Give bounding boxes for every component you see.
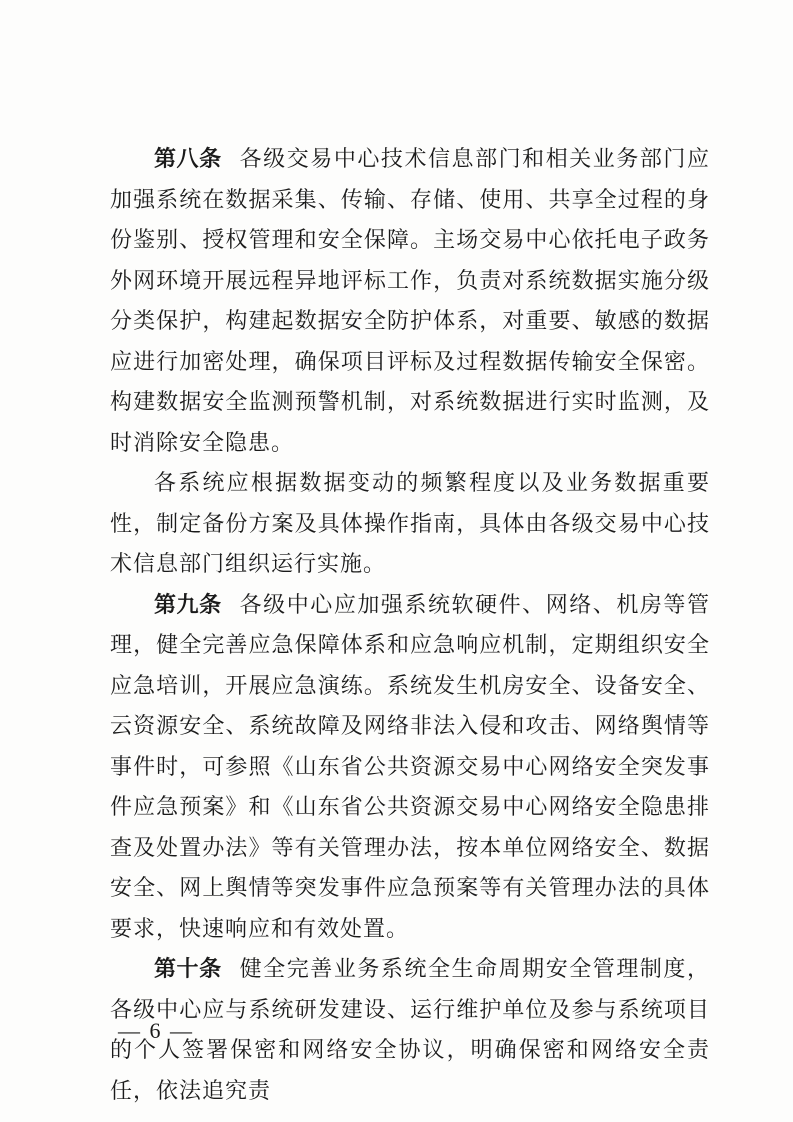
backup-text: 各系统应根据数据变动的频繁程度以及业务数据重要性，制定备份方案及具体操作指南，具体由各级交易中心技术信息部门组织运行实施。	[110, 471, 710, 577]
article-10-paragraph	[110, 950, 710, 1112]
article-8-paragraph	[110, 140, 710, 464]
backup-paragraph	[110, 464, 710, 586]
article-8-heading: 第八条	[154, 147, 222, 172]
article-9-text: 各级中心应加强系统软硬件、网络、机房等管理，健全完善应急保障体系和应急响应机制，定期组织安全应急培训，开展应急演练。系统发生机房安全、设备安全、云资源安全、系统故障及网络非法入侵和攻击、网络舆情等事件时，可参照《山东省公共资源交易中心网络安全突发事件应急预案》和《山东省公共资源交易中心网络安全隐患排查及处置办法》等有关管理办法，按本单位网络安全、数据安全、网上舆情等突发事件应急预案等有关管理办法的具体要求，快速响应和有效处置。	[110, 592, 710, 942]
document-body	[110, 140, 710, 1112]
article-8-text: 各级交易中心技术信息部门和相关业务部门应加强系统在数据采集、传输、存储、使用、共享全过程的身份鉴别、授权管理和安全保障。主场交易中心依托电子政务外网环境开展远程异地评标工作，负责对系统数据实施分级分类保护，构建起数据安全防护体系，对重要、敏感的数据应进行加密处理，确保项目评标及过程数据传输安全保密。构建数据安全监测预警机制，对系统数据进行实时监测，及时消除安全隐患。	[110, 147, 710, 456]
article-9-heading: 第九条	[154, 592, 222, 618]
article-10-text: 健全完善业务系统全生命周期安全管理制度，各级中心应与系统研发建设、运行维护单位及参与系统项目的个人签署保密和网络安全协议，明确保密和网络安全责任，依法追究责	[110, 957, 710, 1104]
article-9-paragraph	[110, 586, 710, 951]
page-number: — 6 —	[118, 1018, 194, 1043]
article-10-heading: 第十条	[154, 957, 222, 982]
